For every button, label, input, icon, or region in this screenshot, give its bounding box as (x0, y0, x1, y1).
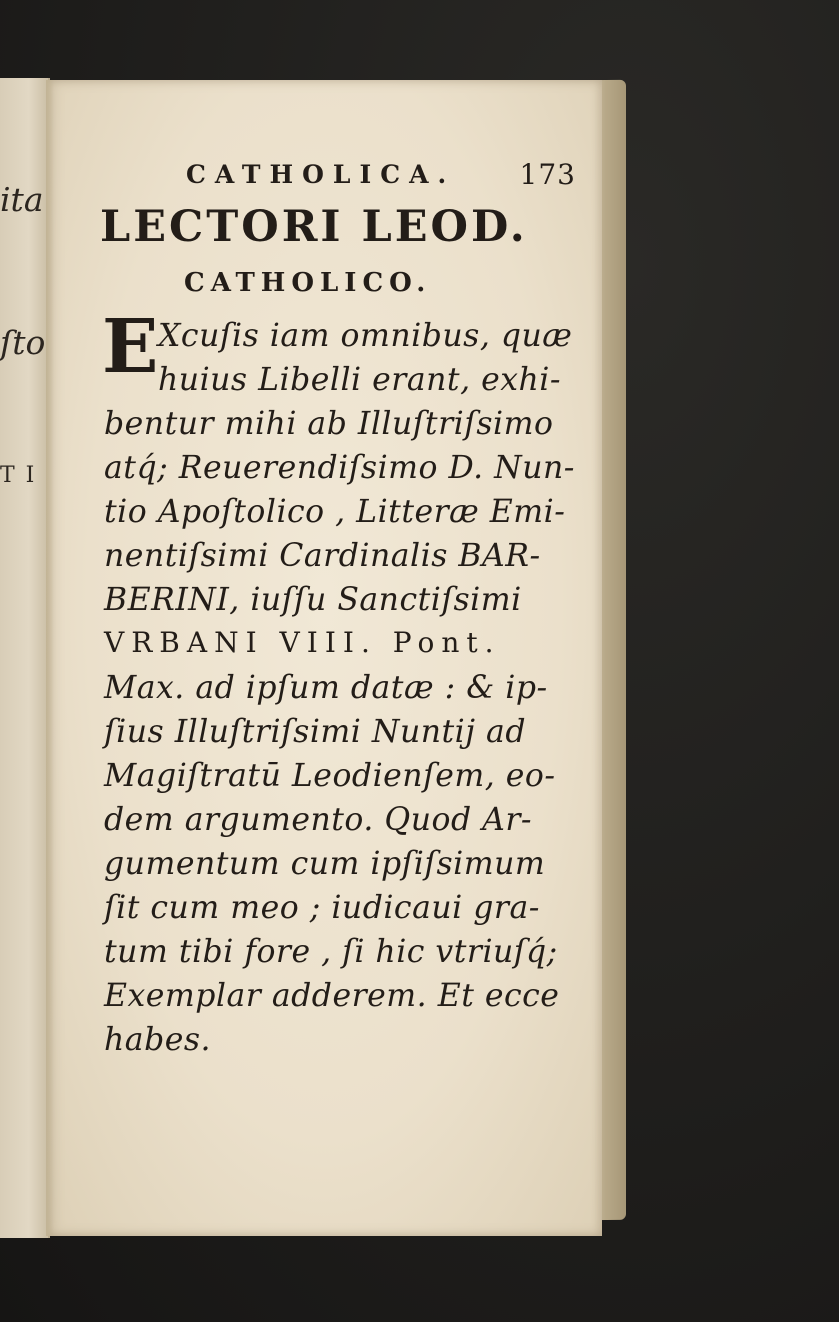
text-line: habes. (104, 1022, 212, 1058)
text-line: nentiſsimi Cardinalis BAR- (104, 538, 541, 574)
drop-cap: E (102, 304, 159, 390)
text-line: tio Apoſtolico , Litteræ Emi- (104, 494, 566, 530)
text-line: Exemplar adderem. Et ecce (104, 978, 560, 1014)
text-line: Xcuſis iam omnibus, quæ (158, 318, 573, 354)
text-line: VRBANI VIII. Pont. (104, 626, 501, 659)
section-subtitle: CATHOLICO. (184, 268, 432, 298)
page-text (46, 80, 602, 1236)
text-line: BERINI, iuſſu Sanctiſsimi (104, 582, 522, 618)
text-line: dem argumento. Quod Ar- (104, 802, 533, 838)
text-line: Magiſtratū Leodienſem, eo- (104, 758, 556, 794)
left-page-fragment: T I (0, 463, 37, 488)
text-line: tum tibi fore , ſi hic vtriuſq́; (104, 934, 558, 970)
section-title: LECTORI LEOD. (100, 202, 528, 252)
text-line: bentur mihi ab Illuſtriſsimo (104, 406, 554, 442)
running-head (186, 160, 576, 189)
text-line: ſius Illuſtriſsimi Nuntij ad (104, 714, 526, 750)
left-page-fragment: ita (0, 180, 44, 219)
gutter-shadow (46, 80, 54, 1236)
book-page (46, 80, 602, 1236)
text-line: Max. ad ipſum datæ : & ip- (104, 670, 548, 706)
text-line: atq́; Reuerendiſsimo D. Nun- (104, 450, 575, 486)
text-line: ſit cum meo ; iudicaui gra- (104, 890, 540, 926)
left-page-fragment: ſto (0, 323, 46, 362)
running-head-text: CATHOLICA. (186, 160, 456, 189)
previous-page-edge (0, 78, 50, 1238)
text-line: gumentum cum ipſiſsimum (104, 846, 546, 882)
page-number: 173 (519, 158, 576, 191)
text-line: huius Libelli erant, exhi- (158, 362, 562, 398)
